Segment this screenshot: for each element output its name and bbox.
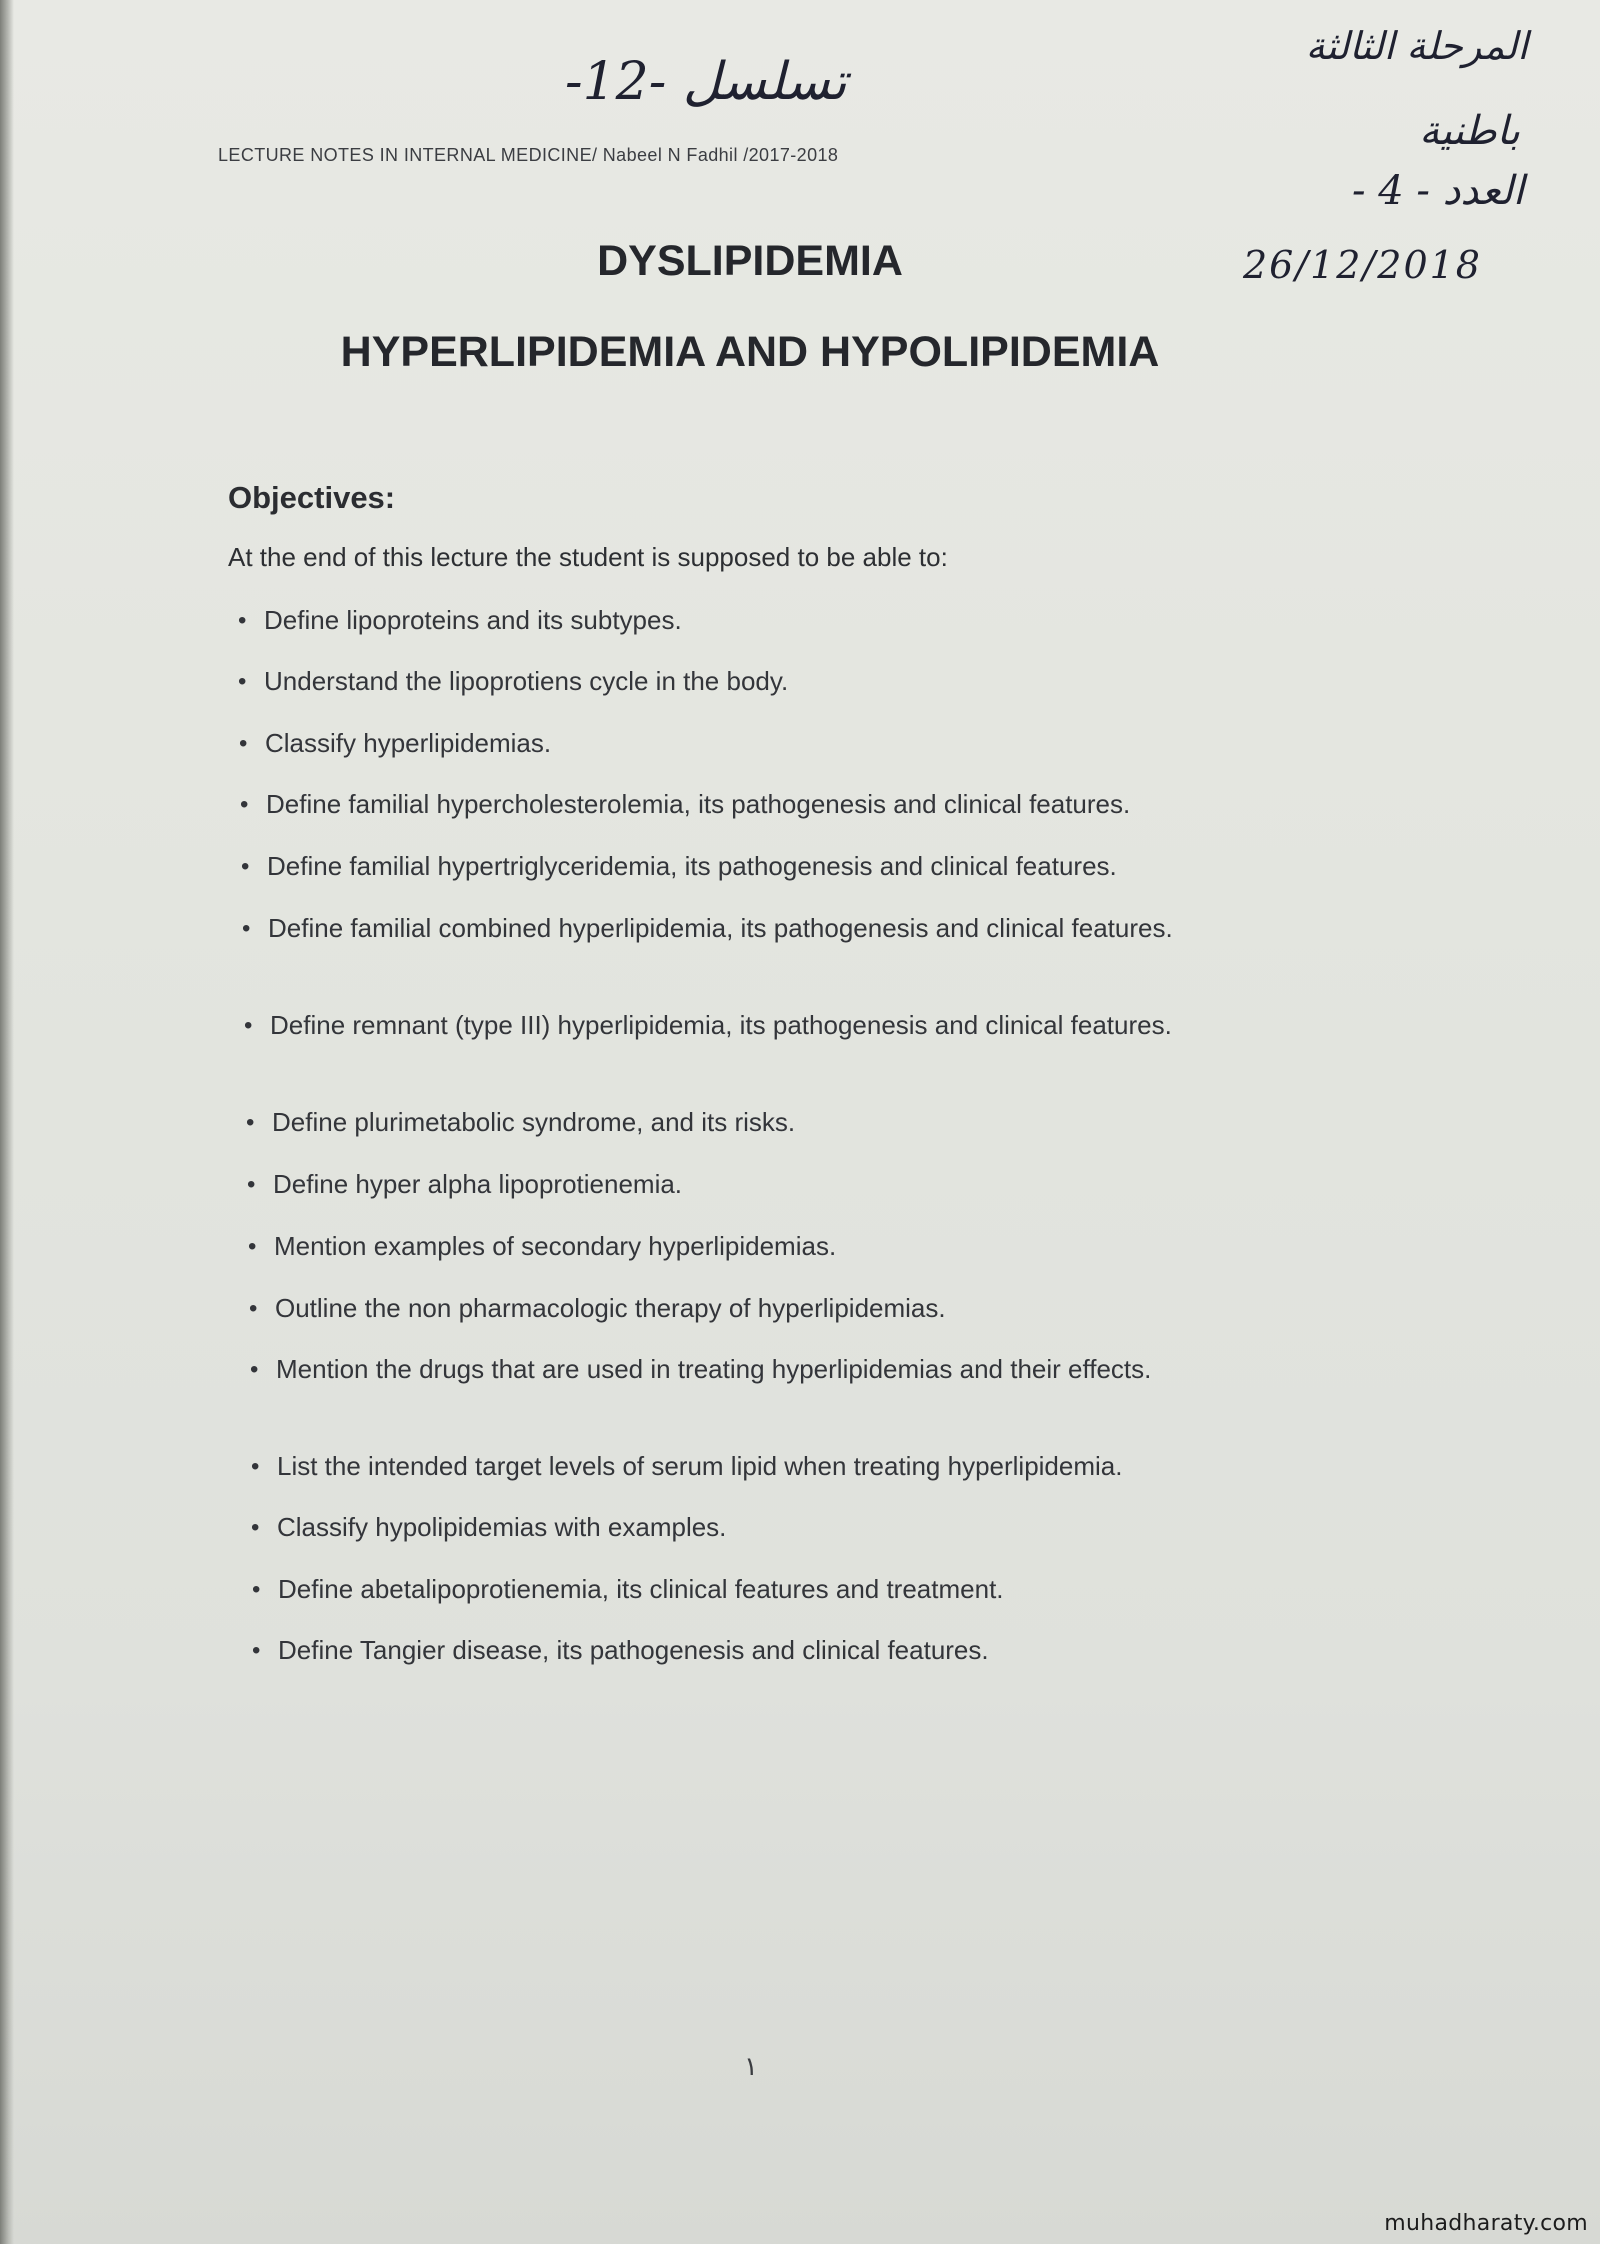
objective-text: Define Tangier disease, its pathogenesis and clinical features. <box>278 1635 989 1665</box>
bullet-icon: • <box>239 730 248 757</box>
objective-text: Classify hyperlipidemias. <box>265 728 552 758</box>
objective-text: Mention examples of secondary hyperlipidemias. <box>274 1231 837 1261</box>
objective-item <box>252 1634 1298 1667</box>
objective-text: List the intended target levels of serum lipid when treating hyperlipidemia. <box>277 1451 1123 1481</box>
bullet-icon: • <box>244 1012 253 1039</box>
lecture-header-note: LECTURE NOTES IN INTERNAL MEDICINE/ Nabeel N Fadhil /2017-2018 <box>218 145 839 165</box>
page-number: ١ <box>744 2052 758 2082</box>
objective-item <box>249 1292 1295 1325</box>
bullet-icon: • <box>241 853 250 880</box>
bullet-icon: • <box>251 1514 260 1541</box>
watermark: muhadharaty.com <box>1384 2211 1588 2236</box>
objective-item <box>239 727 1285 760</box>
objective-item <box>251 1511 1297 1544</box>
bullet-icon: • <box>248 1233 257 1260</box>
bullet-icon: • <box>251 1453 260 1480</box>
objective-text: Mention the drugs that are used in treating hyperlipidemias and their effects. <box>276 1354 1152 1384</box>
objective-item <box>242 912 1188 945</box>
objective-item <box>241 850 1287 883</box>
objective-text: Define abetalipoprotienemia, its clinical features and treatment. <box>278 1574 1004 1604</box>
handwritten-stage: المرحلة الثالثة <box>1305 24 1528 68</box>
objective-text: Define lipoproteins and its subtypes. <box>264 605 682 635</box>
handwritten-subject: باطنية <box>1419 108 1520 154</box>
objective-text: Define plurimetabolic syndrome, and its risks. <box>272 1107 796 1137</box>
bullet-icon: • <box>247 1171 256 1198</box>
objective-item <box>250 1353 1176 1386</box>
objective-text: Define familial combined hyperlipidemia, its pathogenesis and clinical features. <box>268 913 1173 943</box>
objective-text: Define remnant (type III) hyperlipidemia, its pathogenesis and clinical features. <box>270 1010 1172 1040</box>
objective-item <box>240 788 1286 821</box>
objective-item <box>248 1230 1294 1263</box>
objective-item <box>251 1450 1297 1483</box>
objective-item <box>252 1573 1298 1606</box>
objective-item <box>247 1168 1293 1201</box>
bullet-icon: • <box>238 607 247 634</box>
objective-item <box>246 1106 1292 1139</box>
objective-item <box>244 1009 1190 1042</box>
objective-text: Outline the non pharmacologic therapy of hyperlipidemias. <box>275 1293 946 1323</box>
objectives-intro: At the end of this lecture the student is supposed to be able to: <box>228 542 948 572</box>
objective-text: Define familial hypercholesterolemia, its pathogenesis and clinical features. <box>266 789 1131 819</box>
page-title: DYSLIPIDEMIA <box>597 237 903 285</box>
objectives-heading: Objectives: <box>228 480 396 515</box>
handwritten-date: 26/12/2018 <box>1242 243 1482 287</box>
bullet-icon: • <box>240 791 249 818</box>
bullet-icon: • <box>252 1637 261 1664</box>
handwritten-serial: -12- تسلسل <box>565 52 847 112</box>
objective-text: Define familial hypertriglyceridemia, its pathogenesis and clinical features. <box>267 851 1117 881</box>
page-subtitle: HYPERLIPIDEMIA AND HYPOLIPIDEMIA <box>340 328 1160 376</box>
objective-item <box>238 665 1284 698</box>
objective-text: Define hyper alpha lipoprotienemia. <box>273 1169 683 1199</box>
objective-item <box>238 604 1284 637</box>
handwritten-issue: العدد - 4 - <box>1351 168 1524 214</box>
bullet-icon: • <box>250 1356 259 1383</box>
objective-text: Classify hypolipidemias with examples. <box>277 1512 727 1542</box>
objective-text: Understand the lipoprotiens cycle in the body. <box>264 666 789 696</box>
bullet-icon: • <box>249 1295 258 1322</box>
bullet-icon: • <box>246 1109 255 1136</box>
bullet-icon: • <box>242 915 251 942</box>
bullet-icon: • <box>238 668 247 695</box>
bullet-icon: • <box>252 1576 261 1603</box>
